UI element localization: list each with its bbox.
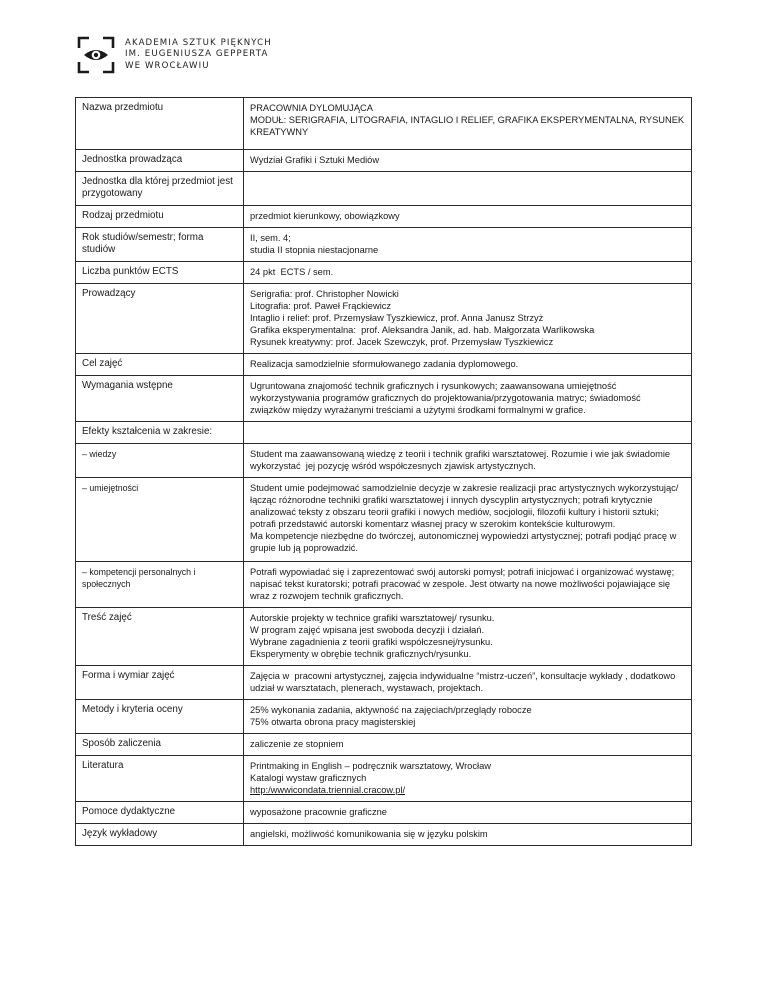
row-label: Nazwa przedmiotu	[82, 102, 164, 113]
row-value-line: wyposażone pracownie graficzne	[250, 807, 387, 817]
institution-name	[125, 38, 272, 73]
row-label: Liczba punktów ECTS	[82, 266, 179, 277]
row-value-line: W program zajęć wpisana jest swoboda decyzji i działań.	[250, 625, 485, 635]
table-row	[76, 666, 692, 700]
row-label-cell	[76, 756, 244, 802]
row-value-line: Student ma zaawansowaną wiedzę z teorii i technik grafiki warsztatowej. Rozumie i wie jak świadomie	[250, 449, 671, 459]
row-label: Jednostka dla której przedmiot jest przygotowany	[82, 176, 233, 199]
row-value-line: wraz z rozwojem technik graficznych.	[250, 591, 404, 601]
row-label: Efekty kształcenia w zakresie:	[82, 426, 213, 437]
row-label-cell	[76, 98, 244, 150]
row-value-cell	[244, 562, 692, 608]
row-value-cell	[244, 666, 692, 700]
row-value-line: Wydział Grafiki i Sztuki Mediów	[250, 155, 380, 165]
row-label-cell	[76, 478, 244, 562]
institution-line-1: AKADEMIA SZTUK PIĘKNYCH	[125, 37, 272, 48]
row-label-cell	[76, 734, 244, 756]
row-value-line: Ugruntowana znajomość technik graficznych i rysunkowych; zaawansowana umiejętność	[250, 381, 617, 391]
row-value-line: Realizacja samodzielnie sformułowanego zadania dyplomowego.	[250, 359, 519, 369]
row-value-cell	[244, 150, 692, 172]
row-value-cell	[244, 262, 692, 284]
row-value-line: MODUŁ: SERIGRAFIA, LITOGRAFIA, INTAGLIO I RELIEF, GRAFIKA EKSPERYMENTALNA, RYSUNEK	[250, 115, 685, 125]
row-value-line: 25% wykonania zadania, aktywność na zajęciach/przeglądy robocze	[250, 705, 532, 715]
row-label: Język wykładowy	[82, 828, 158, 839]
table-row	[76, 756, 692, 802]
row-value-line: 75% otwarta obrona pracy magisterskiej	[250, 717, 416, 727]
table-row	[76, 562, 692, 608]
row-value-line: studia II stopnia niestacjonarne	[250, 245, 379, 255]
row-label-cell	[76, 700, 244, 734]
row-value-line: Ma kompetencje niezbędne do twórczej, autonomicznej wypowiedzi artystycznej; potrafi podjąć pracę w	[250, 531, 677, 541]
literature-link[interactable]: http:/wwwicondata.triennial.cracow.pl/	[250, 785, 406, 795]
table-row	[76, 700, 692, 734]
row-label-cell	[76, 802, 244, 824]
row-label: – kompetencji personalnych i społecznych	[82, 567, 196, 589]
table-row	[76, 284, 692, 354]
row-label: – wiedzy	[82, 449, 117, 459]
row-value-line: Autorskie projekty w technice grafiki warsztatowej/ rysunku.	[250, 613, 495, 623]
row-label: Rodzaj przedmiotu	[82, 210, 164, 221]
row-value-line: Serigrafia: prof. Christopher Nowicki	[250, 289, 399, 299]
table-row	[76, 228, 692, 262]
table-row	[76, 376, 692, 422]
table-row	[76, 478, 692, 562]
table-row	[76, 206, 692, 228]
row-value-line: wykorzystywania programów graficznych do projektowania/przygotowania matryc; świadomość	[250, 393, 641, 403]
row-value-line: łącząc różnorodne techniki grafiki warsztatowej i innych dyscyplin artystycznych; potrafi krytycznie	[250, 495, 653, 505]
row-value-cell	[244, 228, 692, 262]
table-row	[76, 354, 692, 376]
row-value-line: analizować teksty z obszaru teorii grafiki i nowych mediów, socjologii, filozofii kultury i historii sztuki;	[250, 507, 659, 517]
row-value-line: grupie lub ją poprowadzić.	[250, 543, 359, 553]
table-row	[76, 98, 692, 150]
table-row	[76, 734, 692, 756]
syllabus-table	[75, 97, 692, 846]
row-value-line: napisać tekst kuratorski; potrafi pracować w zespole. Jest otwarty na nowe możliwości pojawiające się	[250, 579, 671, 589]
row-value-cell	[244, 98, 692, 150]
row-label-cell	[76, 172, 244, 206]
row-label-cell	[76, 150, 244, 172]
row-label: Sposób zaliczenia	[82, 738, 161, 749]
table-row	[76, 262, 692, 284]
row-value-line: Grafika eksperymentalna: prof. Aleksandra Janik, ad. hab. Małgorzata Warlikowska	[250, 325, 595, 335]
row-value-line: Litografia: prof. Paweł Frąckiewicz	[250, 301, 392, 311]
row-value-line: KREATYWNY	[250, 127, 309, 137]
row-value-line: Katalogi wystaw graficznych	[250, 773, 367, 783]
page-header	[75, 30, 272, 80]
row-value-cell	[244, 422, 692, 444]
row-label: Metody i kryteria oceny	[82, 704, 183, 715]
row-value-cell	[244, 376, 692, 422]
row-label-cell	[76, 608, 244, 666]
row-label-cell	[76, 422, 244, 444]
institution-line-3: WE WROCŁAWIU	[125, 60, 210, 71]
row-label-cell	[76, 228, 244, 262]
table-row	[76, 150, 692, 172]
row-label: Jednostka prowadząca	[82, 154, 183, 165]
row-label: Prowadzący	[82, 288, 136, 299]
row-label-cell	[76, 376, 244, 422]
academy-logo	[75, 34, 117, 76]
row-value-cell	[244, 172, 692, 206]
table-row	[76, 422, 692, 444]
row-label: Pomoce dydaktyczne	[82, 806, 176, 817]
row-value-cell	[244, 802, 692, 824]
row-label-cell	[76, 824, 244, 846]
row-value-cell	[244, 444, 692, 478]
row-value-line: PRACOWNIA DYLOMUJĄCA	[250, 103, 373, 113]
row-value-cell	[244, 734, 692, 756]
row-label-cell	[76, 562, 244, 608]
row-label: Literatura	[82, 760, 124, 771]
row-label-cell	[76, 262, 244, 284]
row-value-line: Student umie podejmować samodzielnie decyzje w zakresie realizacji prac artystycznych wykorzystując/	[250, 483, 679, 493]
row-value-cell	[244, 284, 692, 354]
row-value-line: potrafi przedstawić autorski komentarz własnej pracy w szerokim kontekście kulturowym.	[250, 519, 616, 529]
row-label: – umiejętności	[82, 483, 139, 493]
row-label-cell	[76, 206, 244, 228]
row-label: Cel zajęć	[82, 358, 123, 369]
row-value-cell	[244, 756, 692, 802]
table-row	[76, 824, 692, 846]
row-value-line: Printmaking in English – podręcznik warsztatowy, Wrocław	[250, 761, 491, 771]
row-value-line: 24 pkt ECTS / sem.	[250, 267, 334, 277]
row-label-cell	[76, 354, 244, 376]
row-value-cell	[244, 824, 692, 846]
row-label-cell	[76, 284, 244, 354]
row-value-line: przedmiot kierunkowy, obowiązkowy	[250, 211, 400, 221]
row-label-cell	[76, 666, 244, 700]
table-row	[76, 172, 692, 206]
row-value-line: angielski, możliwość komunikowania się w języku polskim	[250, 829, 488, 839]
row-value-line: zaliczenie ze stopniem	[250, 739, 344, 749]
row-value-cell	[244, 478, 692, 562]
row-value-cell	[244, 354, 692, 376]
row-value-line: Eksperymenty w obrębie technik graficznych/rysunku.	[250, 649, 472, 659]
row-value-line: Rysunek kreatywny: prof. Jacek Szewczyk, prof. Przemysław Tyszkiewicz	[250, 337, 554, 347]
row-value-line: Potrafi wypowiadać się i zaprezentować swój autorski pomysł; potrafi inicjować i organizować wystawę;	[250, 567, 675, 577]
row-label-cell	[76, 444, 244, 478]
row-value-line: wykorzystać jej pozycję wśród współczesnych zjawisk artystycznych.	[250, 461, 536, 471]
row-value-cell	[244, 700, 692, 734]
table-row	[76, 444, 692, 478]
row-label: Treść zajęć	[82, 612, 132, 623]
row-label: Wymagania wstępne	[82, 380, 173, 391]
row-value-line: Zajęcia w pracowni artystycznej, zajęcia indywidualne “mistrz-uczeń”, konsultacje wykłady , dodatkowo	[250, 671, 676, 681]
row-value-cell	[244, 206, 692, 228]
row-value-line: II, sem. 4;	[250, 233, 291, 243]
row-label: Forma i wymiar zajęć	[82, 670, 175, 681]
institution-line-2: IM. EUGENIUSZA GEPPERTA	[125, 49, 269, 60]
row-value-cell	[244, 608, 692, 666]
row-value-line: udział w warsztatach, plenerach, wystawach, projektach.	[250, 683, 484, 693]
table-row	[76, 802, 692, 824]
row-value-line: Wybrane zagadnienia z teorii grafiki współczesnej/rysunku.	[250, 637, 493, 647]
table-row	[76, 608, 692, 666]
row-value-line: Intaglio i relief: prof. Przemysław Tyszkiewicz, prof. Anna Janusz Strzyż	[250, 313, 544, 323]
row-value-line: związków między wyrażanymi treściami a użytymi środkami formalnymi w grafice.	[250, 405, 586, 415]
row-label: Rok studiów/semestr; forma studiów	[82, 232, 204, 255]
